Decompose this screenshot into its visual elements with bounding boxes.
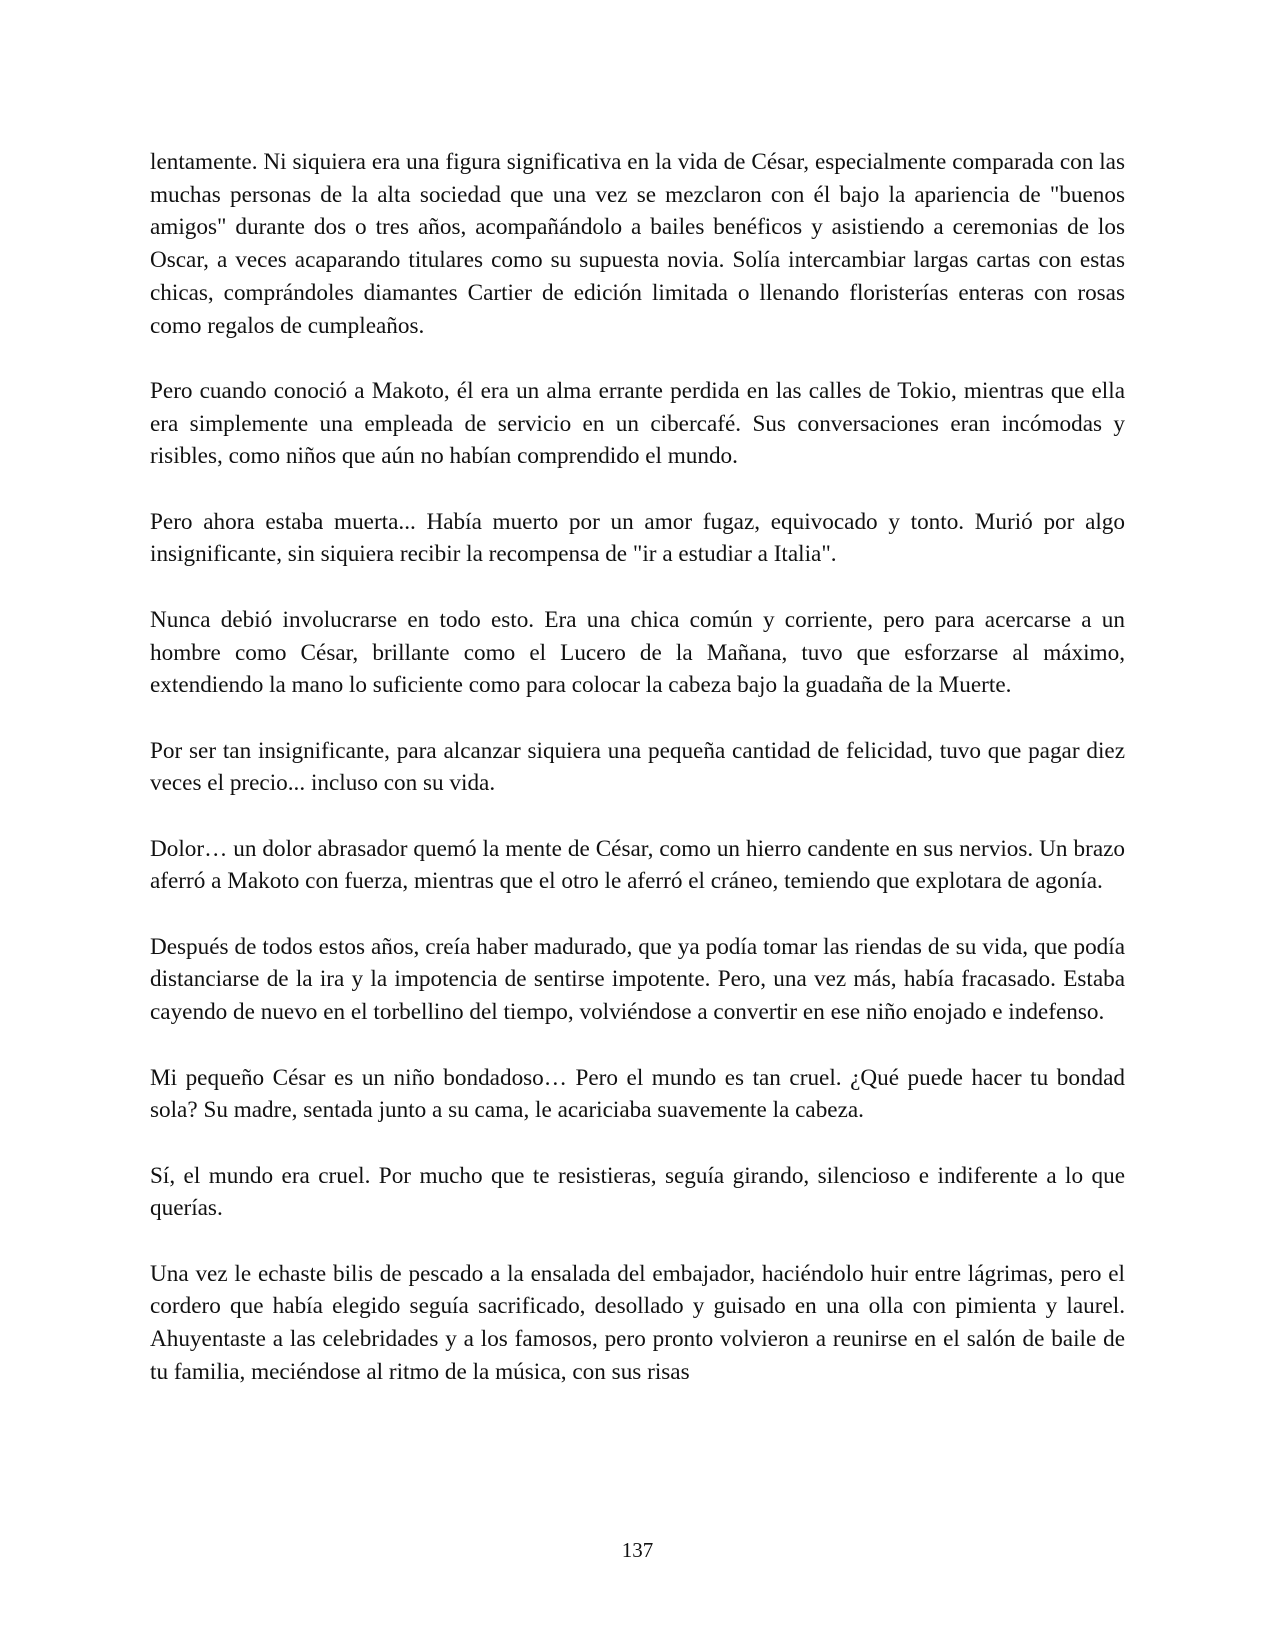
paragraph-2: Pero cuando conoció a Makoto, él era un alma errante perdida en las calles de Tokio, mientras que ella era simplemente una empleada de servicio en un cibercafé. Sus conversaciones eran incómodas y risibles, como niños que aún no habían comprendido el mundo. — [150, 377, 1125, 470]
paragraph-7: Después de todos estos años, creía haber madurado, que ya podía tomar las riendas de su vida, que podía distanciarse de la ira y la impotencia de sentirse impotente. Pero, una vez más, había fracasado. Estaba cayendo de nuevo en el torbellino del tiempo, volviéndose a convertir en ese niño enojado e indefenso. — [150, 933, 1125, 1026]
paragraph-9: Sí, el mundo era cruel. Por mucho que te resistieras, seguía girando, silencioso e indiferente a lo que querías. — [150, 1162, 1125, 1222]
paragraph-8: Mi pequeño César es un niño bondadoso… Pero el mundo es tan cruel. ¿Qué puede hacer tu bondad sola? Su madre, sentada junto a su cama, le acariciaba suavemente la cabeza. — [150, 1064, 1125, 1124]
paragraph-3: Pero ahora estaba muerta... Había muerto por un amor fugaz, equivocado y tonto. Murió por algo insignificante, sin siquiera recibir la recompensa de "ir a estudiar a Italia". — [150, 508, 1125, 568]
paragraph-4: Nunca debió involucrarse en todo esto. Era una chica común y corriente, pero para acercarse a un hombre como César, brillante como el Lucero de la Mañana, tuvo que esforzarse al máximo, extendiendo la mano lo suficiente como para colocar la cabeza bajo la guadaña de la Muerte. — [150, 606, 1125, 699]
paragraph-6: Dolor… un dolor abrasador quemó la mente de César, como un hierro candente en sus nervios. Un brazo aferró a Makoto con fuerza, mientras que el otro le aferró el cráneo, temiendo que explotara de agonía. — [150, 835, 1125, 895]
body-text — [150, 146, 1125, 1389]
paragraph-10: Una vez le echaste bilis de pescado a la ensalada del embajador, haciéndolo huir entre lágrimas, pero el cordero que había elegido seguía sacrificado, desollado y guisado en una olla con pimienta y laurel. Ahuyentaste a las celebridades y a los famosos, pero pronto volvieron a reunirse en el salón de baile de tu familia, meciéndose al ritmo de la música, con sus risas — [150, 1260, 1125, 1385]
paragraph-1: lentamente. Ni siquiera era una figura significativa en la vida de César, especialmente comparada con las muchas personas de la alta sociedad que una vez se mezclaron con él bajo la apariencia de "buenos amigos" durante dos o tres años, acompañándolo a bailes benéficos y asistiendo a ceremonias de los Oscar, a veces acaparando titulares como su supuesta novia. Solía intercambiar largas cartas con estas chicas, comprándoles diamantes Cartier de edición limitada o llenando floristerías enteras con rosas como regalos de cumpleaños. — [150, 149, 1125, 339]
paragraph-5: Por ser tan insignificante, para alcanzar siquiera una pequeña cantidad de felicidad, tuvo que pagar diez veces el precio... incluso con su vida. — [150, 737, 1125, 797]
page-number: 137 — [621, 1538, 654, 1562]
